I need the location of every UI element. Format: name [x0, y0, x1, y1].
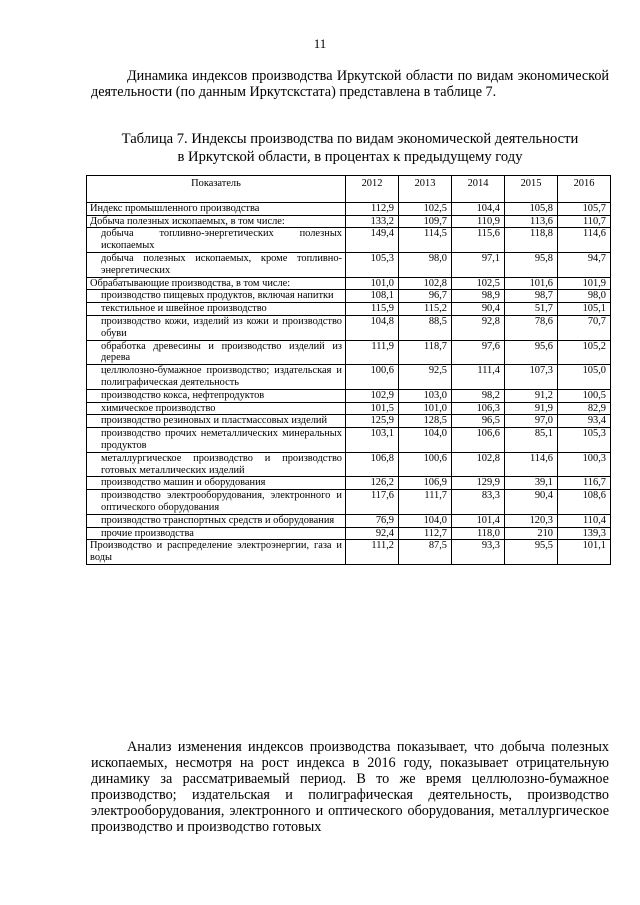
row-label: добыча топливно-энергетических полезных ископаемых [87, 228, 346, 253]
row-value: 93,4 [558, 415, 611, 428]
row-value: 118,7 [399, 340, 452, 365]
table-row [87, 202, 611, 215]
row-value: 133,2 [346, 215, 399, 228]
row-value: 109,7 [399, 215, 452, 228]
row-value: 101,6 [505, 277, 558, 290]
row-value: 87,5 [399, 540, 452, 565]
row-value: 102,9 [346, 389, 399, 402]
table-row [87, 315, 611, 340]
row-value: 114,6 [505, 452, 558, 477]
row-label: Производство и распределение электроэнергии, газа и воды [87, 540, 346, 565]
row-value: 105,3 [346, 252, 399, 277]
row-value: 102,5 [399, 202, 452, 215]
row-value: 39,1 [505, 477, 558, 490]
row-label: химическое производство [87, 402, 346, 415]
row-value: 106,6 [452, 428, 505, 453]
table-row [87, 490, 611, 515]
row-value: 115,9 [346, 303, 399, 316]
row-value: 100,6 [346, 365, 399, 390]
table-body [87, 202, 611, 564]
table-row [87, 340, 611, 365]
header-year: 2014 [452, 176, 505, 203]
row-label: производство машин и оборудования [87, 477, 346, 490]
row-value: 102,8 [452, 452, 505, 477]
row-label: производство транспортных средств и оборудования [87, 514, 346, 527]
row-value: 103,0 [399, 389, 452, 402]
row-label: металлургическое производство и производство готовых металлических изделий [87, 452, 346, 477]
row-value: 104,0 [399, 514, 452, 527]
row-value: 118,0 [452, 527, 505, 540]
row-label: Добыча полезных ископаемых, в том числе: [87, 215, 346, 228]
row-label: производство резиновых и пластмассовых изделий [87, 415, 346, 428]
row-label: производство кокса, нефтепродуктов [87, 389, 346, 402]
row-label: Обрабатывающие производства, в том числе: [87, 277, 346, 290]
row-value: 100,5 [558, 389, 611, 402]
row-label: производство пищевых продуктов, включая напитки [87, 290, 346, 303]
table-caption-line1: Таблица 7. Индексы производства по видам экономической деятельности [121, 131, 579, 147]
row-value: 90,4 [452, 303, 505, 316]
row-value: 104,8 [346, 315, 399, 340]
row-value: 98,2 [452, 389, 505, 402]
row-value: 139,3 [558, 527, 611, 540]
row-value: 108,6 [558, 490, 611, 515]
row-value: 101,0 [346, 277, 399, 290]
row-value: 95,8 [505, 252, 558, 277]
row-value: 98,9 [452, 290, 505, 303]
intro-paragraph [91, 68, 609, 100]
row-value: 92,8 [452, 315, 505, 340]
row-value: 115,6 [452, 228, 505, 253]
row-value: 70,7 [558, 315, 611, 340]
row-value: 101,0 [399, 402, 452, 415]
table-row [87, 252, 611, 277]
header-year: 2015 [505, 176, 558, 203]
row-value: 88,5 [399, 315, 452, 340]
row-value: 111,2 [346, 540, 399, 565]
row-value: 113,6 [505, 215, 558, 228]
table-row [87, 452, 611, 477]
row-value: 92,5 [399, 365, 452, 390]
row-value: 102,8 [399, 277, 452, 290]
table-row [87, 540, 611, 565]
row-value: 100,6 [399, 452, 452, 477]
row-label: производство электрооборудования, электронного и оптического оборудования [87, 490, 346, 515]
row-value: 101,4 [452, 514, 505, 527]
row-label: добыча полезных ископаемых, кроме топливно-энергетических [87, 252, 346, 277]
row-label: Индекс промышленного производства [87, 202, 346, 215]
table-header-row [87, 176, 611, 203]
row-value: 94,7 [558, 252, 611, 277]
row-value: 97,6 [452, 340, 505, 365]
row-value: 106,8 [346, 452, 399, 477]
row-value: 97,0 [505, 415, 558, 428]
row-value: 110,9 [452, 215, 505, 228]
row-value: 93,3 [452, 540, 505, 565]
header-year: 2013 [399, 176, 452, 203]
row-value: 98,0 [558, 290, 611, 303]
table-row [87, 215, 611, 228]
row-value: 90,4 [505, 490, 558, 515]
row-value: 120,3 [505, 514, 558, 527]
row-value: 114,6 [558, 228, 611, 253]
production-index-table [86, 175, 611, 565]
row-value: 115,2 [399, 303, 452, 316]
table-row [87, 228, 611, 253]
table-row [87, 389, 611, 402]
row-value: 96,7 [399, 290, 452, 303]
table-row [87, 303, 611, 316]
row-value: 116,7 [558, 477, 611, 490]
row-value: 117,6 [346, 490, 399, 515]
row-value: 112,7 [399, 527, 452, 540]
row-label: производство кожи, изделий из кожи и производство обуви [87, 315, 346, 340]
table-caption-line2: в Иркутской области, в процентах к предыдущему году [177, 149, 523, 165]
row-value: 126,2 [346, 477, 399, 490]
row-value: 128,5 [399, 415, 452, 428]
table-row [87, 365, 611, 390]
row-value: 101,1 [558, 540, 611, 565]
row-value: 91,9 [505, 402, 558, 415]
table-row [87, 402, 611, 415]
intro-text: Динамика индексов производства Иркутской области по видам экономической деятельности (по данным Иркутскстата) представлена в таблице 7. [91, 68, 609, 100]
row-value: 149,4 [346, 228, 399, 253]
row-value: 98,7 [505, 290, 558, 303]
table-row [87, 514, 611, 527]
row-value: 98,0 [399, 252, 452, 277]
header-year: 2016 [558, 176, 611, 203]
header-year: 2012 [346, 176, 399, 203]
row-value: 102,5 [452, 277, 505, 290]
row-value: 107,3 [505, 365, 558, 390]
row-value: 91,2 [505, 389, 558, 402]
row-value: 108,1 [346, 290, 399, 303]
row-value: 106,9 [399, 477, 452, 490]
row-value: 85,1 [505, 428, 558, 453]
row-value: 105,8 [505, 202, 558, 215]
table-row [87, 415, 611, 428]
row-value: 105,3 [558, 428, 611, 453]
row-value: 110,4 [558, 514, 611, 527]
table-caption [88, 130, 612, 166]
row-value: 101,5 [346, 402, 399, 415]
row-label: производство прочих неметаллических минеральных продуктов [87, 428, 346, 453]
table-row [87, 527, 611, 540]
row-value: 92,4 [346, 527, 399, 540]
row-value: 106,3 [452, 402, 505, 415]
row-value: 104,0 [399, 428, 452, 453]
row-value: 95,5 [505, 540, 558, 565]
row-value: 129,9 [452, 477, 505, 490]
row-value: 78,6 [505, 315, 558, 340]
row-value: 82,9 [558, 402, 611, 415]
header-indicator: Показатель [87, 176, 346, 203]
row-value: 103,1 [346, 428, 399, 453]
row-value: 104,4 [452, 202, 505, 215]
row-label: целлюлозно-бумажное производство; издательская и полиграфическая деятельность [87, 365, 346, 390]
row-label: прочие производства [87, 527, 346, 540]
row-value: 96,5 [452, 415, 505, 428]
table-row [87, 428, 611, 453]
row-value: 105,7 [558, 202, 611, 215]
row-value: 51,7 [505, 303, 558, 316]
row-value: 105,2 [558, 340, 611, 365]
analysis-text: Анализ изменения индексов производства показывает, что добыча полезных ископаемых, несмотря на рост индекса в 2016 году, показывает отрицательную динамику за рассматриваемый период. В то же время целлюлозно-бумажное производство; издательская и полиграфическая деятельность, производство электрооборудования, электронного и оптического оборудования, металлургическое производство и производство готовых [91, 739, 609, 835]
row-value: 125,9 [346, 415, 399, 428]
row-value: 97,1 [452, 252, 505, 277]
row-value: 114,5 [399, 228, 452, 253]
row-value: 111,9 [346, 340, 399, 365]
row-label: обработка древесины и производство изделий из дерева [87, 340, 346, 365]
row-label: текстильное и швейное производство [87, 303, 346, 316]
row-value: 105,0 [558, 365, 611, 390]
row-value: 111,4 [452, 365, 505, 390]
row-value: 105,1 [558, 303, 611, 316]
row-value: 118,8 [505, 228, 558, 253]
page-number: 11 [313, 36, 327, 51]
row-value: 210 [505, 527, 558, 540]
row-value: 83,3 [452, 490, 505, 515]
row-value: 76,9 [346, 514, 399, 527]
row-value: 110,7 [558, 215, 611, 228]
row-value: 101,9 [558, 277, 611, 290]
table-row [87, 277, 611, 290]
table-row [87, 477, 611, 490]
row-value: 100,3 [558, 452, 611, 477]
row-value: 111,7 [399, 490, 452, 515]
table-row [87, 290, 611, 303]
row-value: 95,6 [505, 340, 558, 365]
analysis-paragraph [91, 739, 609, 835]
row-value: 112,9 [346, 202, 399, 215]
